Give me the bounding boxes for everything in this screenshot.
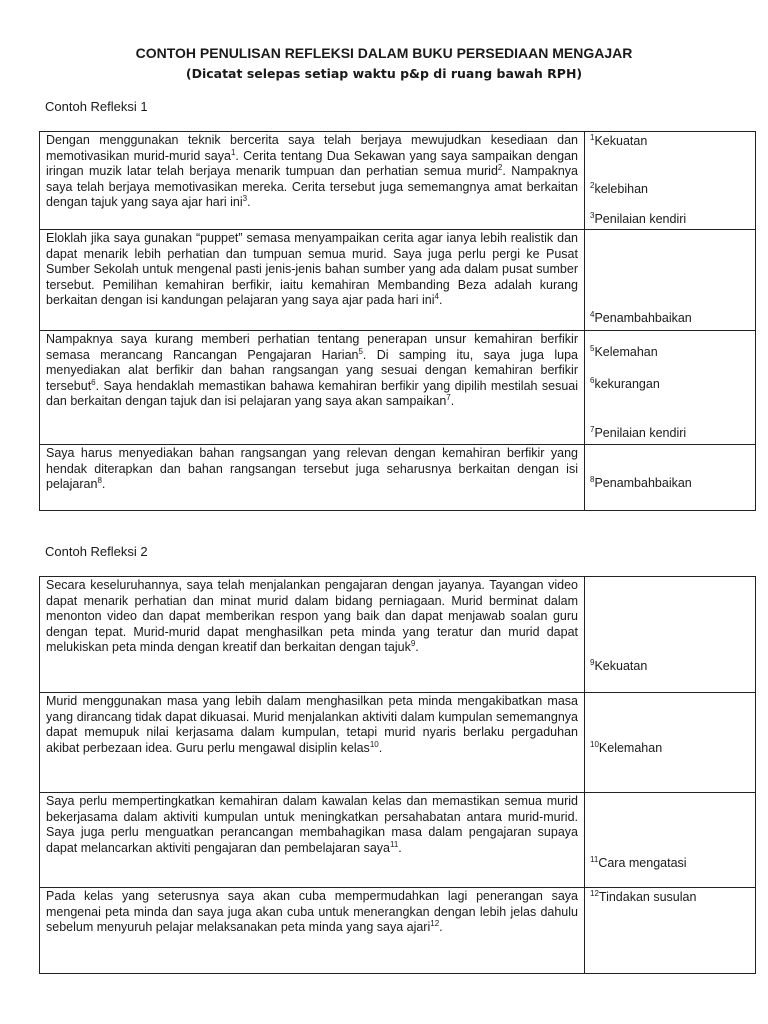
note-label: $^6$kekurangan <box>590 375 660 391</box>
reflection-note-cell <box>585 793 756 888</box>
table-row <box>40 132 756 230</box>
reflection-note-cell <box>585 888 756 974</box>
note-label: $^3$Penilaian kendiri <box>590 210 687 226</box>
reflection-text: Saya perlu mempertingkatkan kemahiran dalam kawalan kelas dan memastikan semua murid bekerjasama dalam aktiviti kumpulan untuk meningkatkan persahabatan antara murid-murid. Saya juga perlu menguatkan perancangan membahagikan masa dalam pengajaran supaya dapat melancarkan aktiviti pengajaran dan pembelajaran saya$^{11}$. <box>40 793 585 888</box>
document-title: CONTOH PENULISAN REFLEKSI DALAM BUKU PERSEDIAAN MENGAJAR <box>135 45 633 61</box>
reflection-note-cell <box>585 132 756 230</box>
note-label: $^1$Kekuatan <box>590 132 648 148</box>
table-row <box>40 577 756 693</box>
reflection-text: Saya harus menyediakan bahan rangsangan yang relevan dengan kemahiran berfikir yang hendak diterapkan dan bahan rangsangan tersebut juga seharusnya berkaitan dengan isi pelajaran$^8$. <box>40 445 585 511</box>
reflection-note-cell <box>585 230 756 331</box>
reflection-text: Eloklah jika saya gunakan “puppet” semasa menyampaikan cerita agar ianya lebih realistik dan dapat menarik lebih perhatian dan tumpuan semua murid. Saya juga perlu pergi ke Pusat Sumber Sekolah untuk mengenal pasti jenis-jenis bahan sumber yang ada dalam pusat sumber tersebut. Pemilihan kemahiran berfikir, iaitu kemahiran Membanding Beza adalah kurang berkaitan dengan isi kandungan pelajaran yang saya ajar pada hari ini$^4$. <box>40 230 585 331</box>
table-row <box>40 888 756 974</box>
note-label: $^5$Kelemahan <box>590 343 658 359</box>
table-row <box>40 331 756 445</box>
reflection-text: Murid menggunakan masa yang lebih dalam menghasilkan peta minda mengakibatkan masa yang dirancang tidak dapat dikuasai. Murid menjalankan aktiviti dalam kumpulan sememangnya dapat memupuk nilai kerjasama dalam kumpulan, tetapi murid nyaris berlaku pergaduhan akibat perbezaan idea. Guru perlu mengawal disiplin kelas$^{10}$. <box>40 693 585 793</box>
note-label: $^{10}$Kelemahan <box>590 739 663 755</box>
note-label: $^8$Penambahbaikan <box>590 474 692 490</box>
note-label: $^7$Penilaian kendiri <box>590 424 687 440</box>
reflection-note-cell <box>585 331 756 445</box>
table-row <box>40 230 756 331</box>
reflection-text: Dengan menggunakan teknik bercerita saya telah berjaya mewujudkan kesediaan dan memotivasikan murid-murid saya$^1$. Cerita tentang Dua Sekawan yang saya sampaikan dengan iringan muzik latar telah berjaya menarik tumpuan dan perhatian semua murid$^2$. Nampaknya saya telah berjaya memotivasikan mereka. Cerita tersebut juga sememangnya amat berkaitan dengan tajuk yang saya ajar hari ini$^3$. <box>40 132 585 230</box>
reflection-note-cell <box>585 577 756 693</box>
note-label: $^2$kelebihan <box>590 180 648 196</box>
reflection-table-2 <box>39 576 756 974</box>
note-label: $^4$Penambahbaikan <box>590 309 692 325</box>
note-label: $^{12}$Tindakan susulan <box>590 888 697 904</box>
reflection-table-1 <box>39 131 756 511</box>
reflection-note-cell <box>585 445 756 511</box>
section-label-refleksi-2: Contoh Refleksi 2 <box>45 544 148 559</box>
section-label-refleksi-1: Contoh Refleksi 1 <box>45 99 148 114</box>
note-label: $^9$Kekuatan <box>590 657 648 673</box>
table-row <box>40 793 756 888</box>
document-subtitle: (Dicatat selepas setiap waktu p&p di ruang bawah RPH) <box>185 66 583 81</box>
reflection-text: Pada kelas yang seterusnya saya akan cuba mempermudahkan lagi penerangan saya mengenai peta minda dan saya juga akan cuba untuk menerangkan dengan lebih jelas dahulu sebelum menyuruh pelajar melaksanakan peta minda yang saya ajari$^{12}$. <box>40 888 585 974</box>
table-row <box>40 445 756 511</box>
reflection-text: Nampaknya saya kurang memberi perhatian tentang penerapan unsur kemahiran berfikir semasa merancang Rancangan Pengajaran Harian$^5$. Di samping itu, saya juga lupa menyediakan alat berfikir dan bahan rangsangan yang sesuai dengan kemahiran berfikir tersebut$^6$. Saya hendaklah memastikan bahawa kemahiran berfikir yang dipilih mestilah sesuai dan berkaitan dengan tajuk dan isi pelajaran yang saya akan sampaikan$^7$. <box>40 331 585 445</box>
reflection-note-cell <box>585 693 756 793</box>
reflection-text: Secara keseluruhannya, saya telah menjalankan pengajaran dengan jayanya. Tayangan video dapat menarik perhatian dan minat murid dalam bidang perniagaan. Murid berminat dalam menonton video dan dapat memberikan respon yang baik dan dapat menjawab soalan guru dengan tepat. Murid-murid dapat menghasilkan peta minda yang teratur dan murid dapat melukiskan peta minda dengan kreatif dan berkaitan dengan tajuk$^9$. <box>40 577 585 693</box>
table-row <box>40 693 756 793</box>
note-label: $^{11}$Cara mengatasi <box>590 854 687 870</box>
